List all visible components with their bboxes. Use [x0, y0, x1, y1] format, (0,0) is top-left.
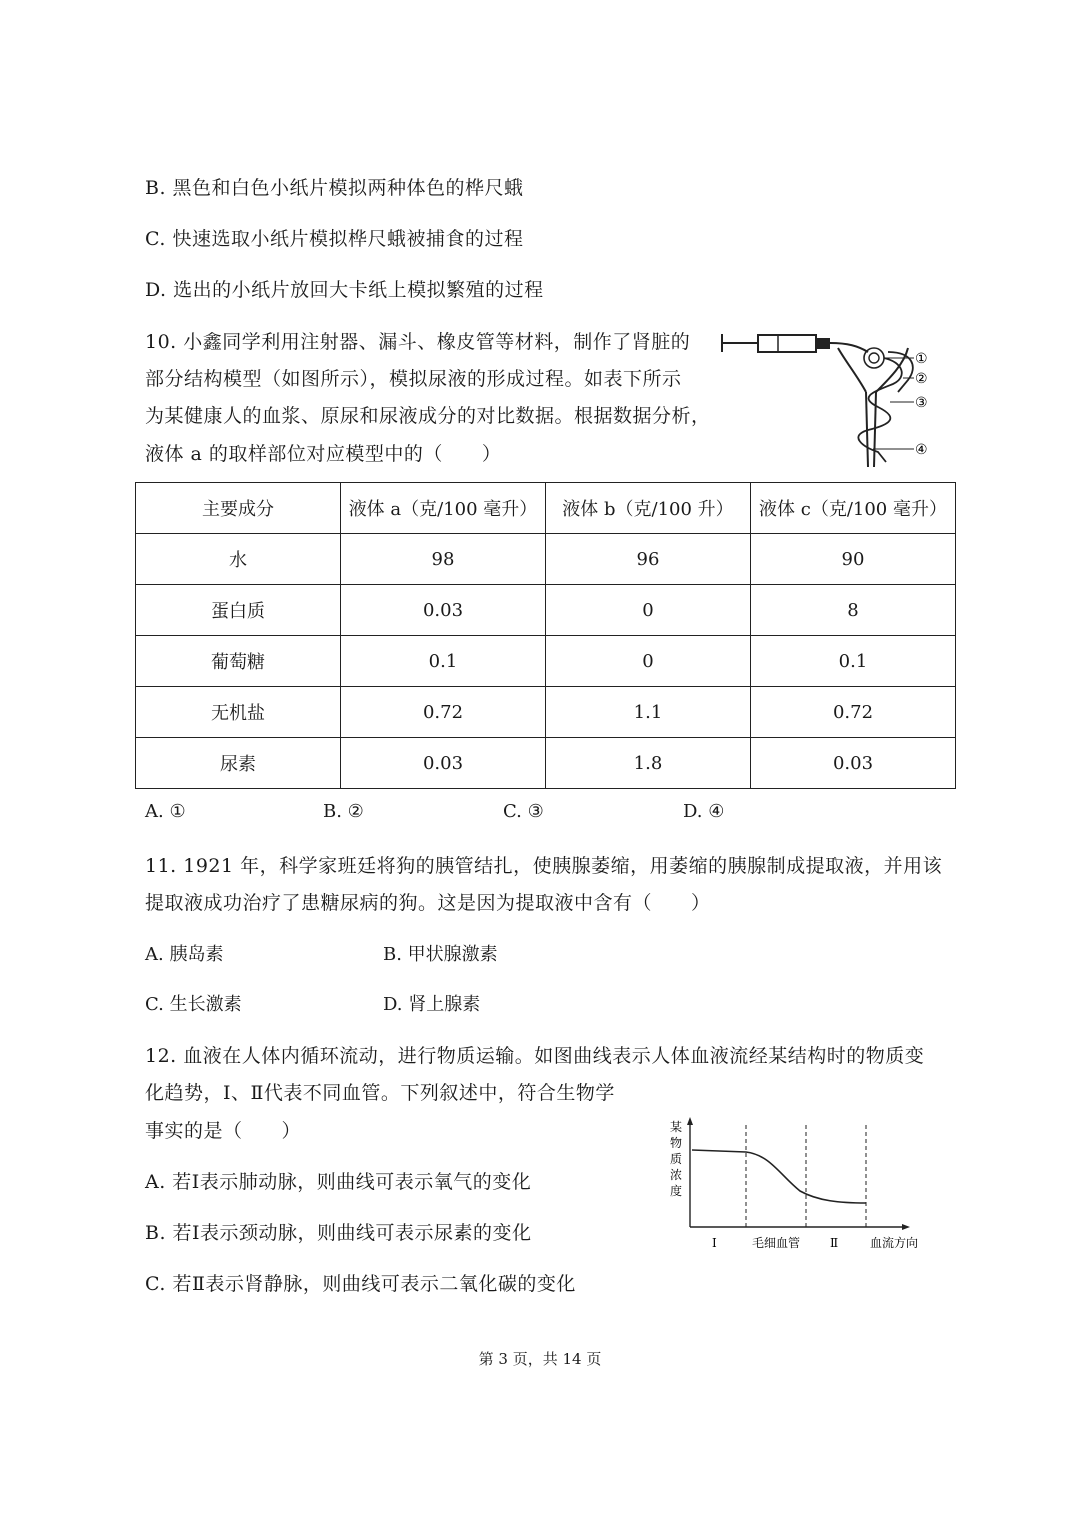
q10-stem-line-3: 为某健康人的血浆、原尿和尿液成分的对比数据。根据数据分析， — [145, 405, 711, 427]
diagram-label-3: ③ — [915, 395, 928, 411]
table-cell: 1.1 — [546, 687, 751, 738]
table-cell: 0 — [546, 585, 751, 636]
table-cell: 蛋白质 — [136, 585, 341, 636]
q12-stem-line-1: 12. 血液在人体内循环流动，进行物质运输。如图曲线表示人体血液流经某结构时的物质变 — [145, 1045, 925, 1067]
x-label-capillary: 毛细血管 — [752, 1236, 801, 1250]
table-cell: 1.8 — [546, 738, 751, 789]
table-row — [136, 636, 956, 687]
x-label-flow-direction: 血流方向 — [870, 1236, 919, 1250]
table-header-row — [136, 483, 956, 534]
q12-option-c: C. 若Ⅱ表示肾静脉，则曲线可表示二氧化碳的变化 — [145, 1273, 576, 1295]
q12-option-b: B. 若Ⅰ表示颈动脉，则曲线可表示尿素的变化 — [145, 1222, 532, 1244]
q11-option-d: D. 肾上腺素 — [383, 994, 481, 1015]
q10-option-d: D. ④ — [683, 801, 725, 822]
table-cell: 0.03 — [341, 585, 546, 636]
y-axis-label-char: 质 — [670, 1152, 683, 1166]
table-row — [136, 687, 956, 738]
y-axis-label-char: 度 — [670, 1184, 683, 1198]
concentration-curve-graph — [660, 1115, 940, 1255]
table-row — [136, 585, 956, 636]
y-axis-label-char: 物 — [670, 1136, 683, 1150]
table-cell: 96 — [546, 534, 751, 585]
diagram-label-1: ① — [915, 351, 928, 367]
table-row — [136, 534, 956, 585]
q10-stem-line-4: 液体 a 的取样部位对应模型中的（ ） — [145, 443, 502, 465]
table-cell: 水 — [136, 534, 341, 585]
table-cell: 90 — [751, 534, 956, 585]
table-cell: 0.1 — [341, 636, 546, 687]
table-cell: 0.03 — [341, 738, 546, 789]
x-label-vessel-1: Ⅰ — [712, 1236, 717, 1250]
q11-option-a: A. 胰岛素 — [145, 944, 224, 965]
table-cell: 尿素 — [136, 738, 341, 789]
table-header-cell: 液体 c（克/100 毫升） — [751, 483, 956, 534]
q11-option-b: B. 甲状腺激素 — [383, 944, 498, 965]
table-cell: 0.1 — [751, 636, 956, 687]
table-cell: 98 — [341, 534, 546, 585]
table-cell: 0.72 — [751, 687, 956, 738]
q12-stem-line-3: 事实的是（ ） — [145, 1120, 302, 1142]
table-cell: 无机盐 — [136, 687, 341, 738]
q9-option-c: C. 快速选取小纸片模拟桦尺蛾被捕食的过程 — [145, 228, 524, 250]
q10-option-a: A. ① — [145, 801, 186, 822]
table-cell: 8 — [751, 585, 956, 636]
x-label-vessel-2: Ⅱ — [830, 1236, 839, 1250]
table-header-cell: 液体 b（克/100 升） — [546, 483, 751, 534]
table-cell: 0.03 — [751, 738, 956, 789]
q9-option-d: D. 选出的小纸片放回大卡纸上模拟繁殖的过程 — [145, 279, 544, 301]
table-row — [136, 738, 956, 789]
q11-stem-line-1: 11. 1921 年，科学家班廷将狗的胰管结扎，使胰腺萎缩，用萎缩的胰腺制成提取液，并用该 — [145, 855, 943, 877]
q10-stem-line-1: 10. 小鑫同学利用注射器、漏斗、橡皮管等材料，制作了肾脏的 — [145, 331, 691, 353]
kidney-model-diagram — [718, 322, 938, 468]
q11-stem-line-2: 提取液成功治疗了患糖尿病的狗。这是因为提取液中含有（ ） — [145, 892, 711, 914]
diagram-label-2: ② — [915, 371, 928, 387]
q10-stem-line-2: 部分结构模型（如图所示），模拟尿液的形成过程。如表下所示 — [145, 368, 682, 390]
table-header-cell: 液体 a（克/100 毫升） — [341, 483, 546, 534]
page-footer: 第 3 页，共 14 页 — [478, 1350, 602, 1368]
q12-stem-line-2: 化趋势，Ⅰ、Ⅱ代表不同血管。下列叙述中，符合生物学 — [145, 1082, 615, 1104]
diagram-label-4: ④ — [915, 442, 928, 458]
table-header-cell: 主要成分 — [136, 483, 341, 534]
table-cell: 0.72 — [341, 687, 546, 738]
q11-option-c: C. 生长激素 — [145, 994, 242, 1015]
table-cell: 0 — [546, 636, 751, 687]
composition-table — [135, 482, 956, 789]
q10-option-c: C. ③ — [503, 801, 544, 822]
y-axis-label-char: 浓 — [670, 1168, 683, 1182]
table-cell: 葡萄糖 — [136, 636, 341, 687]
q10-option-b: B. ② — [323, 801, 364, 822]
q9-option-b: B. 黑色和白色小纸片模拟两种体色的桦尺蛾 — [145, 177, 524, 199]
q12-option-a: A. 若Ⅰ表示肺动脉，则曲线可表示氧气的变化 — [145, 1171, 532, 1193]
y-axis-label-char: 某 — [670, 1120, 683, 1134]
